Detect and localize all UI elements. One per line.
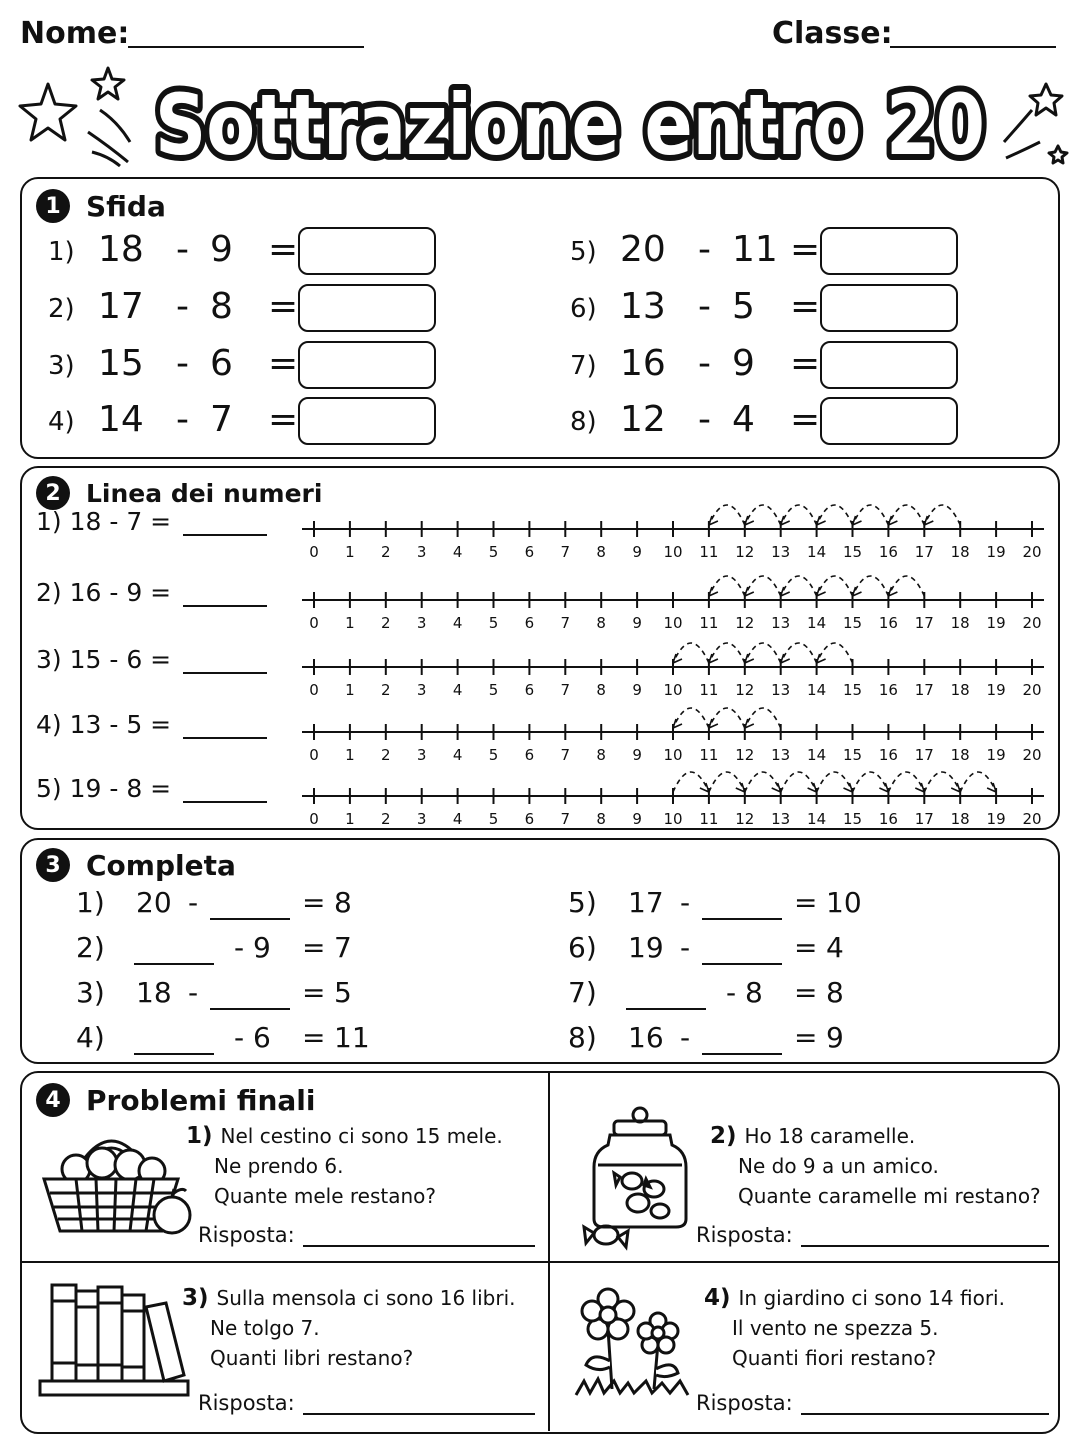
tick-label: 0 bbox=[309, 810, 319, 828]
answer-line[interactable] bbox=[801, 1391, 1049, 1415]
minus-sign: - bbox=[698, 286, 711, 327]
exercise-index: 8) bbox=[568, 1021, 597, 1054]
tick-label: 6 bbox=[524, 681, 535, 699]
tick-label: 11 bbox=[699, 543, 719, 561]
tick-label: 5 bbox=[488, 614, 499, 632]
apple-basket-icon bbox=[36, 1121, 196, 1241]
tick-label: 12 bbox=[735, 681, 755, 699]
tick-label: 7 bbox=[560, 681, 571, 699]
tick-label: 15 bbox=[842, 614, 863, 632]
classe-field[interactable] bbox=[890, 46, 1056, 48]
minus-sign: - bbox=[680, 1021, 691, 1054]
problem-index: 2) bbox=[710, 1123, 737, 1149]
tick-label: 6 bbox=[524, 614, 535, 632]
tick-label: 11 bbox=[699, 746, 719, 764]
minuend: 19 bbox=[628, 931, 664, 964]
answer-box[interactable] bbox=[298, 227, 436, 275]
problem-line bbox=[710, 1121, 1041, 1151]
tick-label: 9 bbox=[632, 543, 642, 561]
answer-box[interactable] bbox=[820, 227, 958, 275]
tick-label: 3 bbox=[416, 681, 427, 699]
minus-sign: - bbox=[188, 976, 199, 1009]
tick-label: 2 bbox=[381, 614, 391, 632]
tick-label: 2 bbox=[381, 681, 391, 699]
section-linea-dei-numeri bbox=[20, 466, 1060, 830]
equals-sign: = bbox=[268, 229, 299, 270]
section-title: Linea dei numeri bbox=[86, 478, 323, 508]
number-line bbox=[292, 479, 1052, 561]
candy-jar-icon bbox=[562, 1103, 702, 1253]
answer-box[interactable] bbox=[820, 341, 958, 389]
section-title: Problemi finali bbox=[86, 1083, 316, 1117]
tick-label: 16 bbox=[878, 810, 898, 828]
minus-sign: - bbox=[698, 229, 711, 270]
tick-label: 10 bbox=[663, 614, 683, 632]
tick-label: 7 bbox=[560, 614, 571, 632]
answer-row bbox=[696, 1223, 1049, 1247]
tick-label: 10 bbox=[663, 746, 683, 764]
problem-text bbox=[704, 1283, 1005, 1373]
section-number-badge: 2 bbox=[36, 476, 70, 510]
tick-label: 4 bbox=[452, 681, 463, 699]
tick-label: 4 bbox=[452, 614, 463, 632]
equals-sign: = bbox=[790, 229, 821, 270]
subtrahend-part: - 9 bbox=[234, 931, 271, 964]
problem-line: Ne tolgo 7. bbox=[210, 1316, 320, 1340]
tick-label: 16 bbox=[878, 681, 898, 699]
tick-label: 9 bbox=[632, 681, 642, 699]
exercise-index: 5) bbox=[570, 237, 597, 267]
exercise-index: 2) bbox=[76, 931, 105, 964]
question-text: 3) 15 - 6 = bbox=[36, 645, 172, 674]
section-title: Sfida bbox=[86, 189, 166, 223]
minuend: 13 bbox=[620, 286, 666, 327]
equals-sign: = bbox=[794, 976, 818, 1009]
tick-label: 13 bbox=[771, 746, 791, 764]
tick-label: 14 bbox=[807, 614, 827, 632]
numberline-question bbox=[36, 774, 267, 803]
number-line bbox=[292, 746, 1052, 828]
section-number-badge: 4 bbox=[36, 1083, 70, 1117]
equals-sign: = bbox=[302, 931, 326, 964]
tick-label: 5 bbox=[488, 543, 499, 561]
minuend: 16 bbox=[620, 343, 666, 384]
tick-label: 8 bbox=[596, 543, 606, 561]
tick-label: 6 bbox=[524, 543, 535, 561]
minuend: 14 bbox=[98, 399, 144, 440]
answer-blank[interactable] bbox=[134, 1027, 214, 1055]
problem-line bbox=[704, 1283, 1005, 1313]
exercise-index: 6) bbox=[570, 294, 597, 324]
answer-blank[interactable] bbox=[702, 1027, 782, 1055]
numberline-question bbox=[36, 507, 267, 536]
tick-label: 14 bbox=[807, 681, 827, 699]
tick-label: 5 bbox=[488, 681, 499, 699]
tick-label: 9 bbox=[632, 746, 642, 764]
answer-box[interactable] bbox=[298, 284, 436, 332]
star-decoration-left-icon bbox=[20, 68, 130, 166]
answer-label: Risposta: bbox=[696, 1223, 793, 1247]
section-problemi-finali bbox=[20, 1071, 1060, 1434]
title-banner bbox=[0, 62, 1086, 172]
tick-label: 13 bbox=[771, 681, 791, 699]
result: 11 bbox=[334, 1021, 370, 1054]
star-decoration-right-icon bbox=[1004, 84, 1067, 163]
tick-label: 0 bbox=[309, 746, 319, 764]
minus-sign: - bbox=[176, 399, 189, 440]
problem-line-text: Sulla mensola ci sono 16 libri. bbox=[216, 1286, 516, 1310]
answer-label: Risposta: bbox=[198, 1223, 295, 1247]
section-completa bbox=[20, 838, 1060, 1064]
minuend: 18 bbox=[136, 976, 172, 1009]
tick-label: 20 bbox=[1022, 681, 1042, 699]
tick-label: 12 bbox=[735, 543, 755, 561]
tick-label: 18 bbox=[950, 543, 970, 561]
tick-label: 17 bbox=[914, 614, 934, 632]
answer-blank[interactable] bbox=[702, 892, 782, 920]
problem-text bbox=[186, 1121, 503, 1211]
answer-blank[interactable] bbox=[183, 775, 267, 803]
tick-label: 5 bbox=[488, 810, 499, 828]
problem-line bbox=[182, 1283, 516, 1313]
minus-sign: - bbox=[188, 886, 199, 919]
result: 9 bbox=[826, 1021, 844, 1054]
problem-text bbox=[182, 1283, 516, 1373]
equals-sign: = bbox=[302, 1021, 326, 1054]
tick-label: 1 bbox=[345, 746, 355, 764]
tick-label: 15 bbox=[842, 810, 863, 828]
section-title: Completa bbox=[86, 848, 236, 882]
exercise-index: 8) bbox=[570, 407, 597, 437]
subtrahend: 9 bbox=[210, 229, 233, 270]
equals-sign: = bbox=[794, 1021, 818, 1054]
answer-box[interactable] bbox=[820, 284, 958, 332]
subtrahend-part: - 6 bbox=[234, 1021, 271, 1054]
minuend: 20 bbox=[136, 886, 172, 919]
answer-row bbox=[198, 1391, 535, 1415]
problem-line: Ne prendo 6. bbox=[214, 1154, 344, 1178]
tick-label: 8 bbox=[596, 614, 606, 632]
tick-label: 18 bbox=[950, 681, 970, 699]
tick-label: 13 bbox=[771, 810, 791, 828]
subtrahend: 8 bbox=[210, 286, 233, 327]
tick-label: 2 bbox=[381, 746, 391, 764]
complete-row bbox=[76, 886, 536, 922]
tick-label: 10 bbox=[663, 543, 683, 561]
tick-label: 19 bbox=[986, 746, 1006, 764]
tick-label: 13 bbox=[771, 543, 791, 561]
result: 10 bbox=[826, 886, 862, 919]
tick-label: 19 bbox=[986, 614, 1006, 632]
answer-line[interactable] bbox=[801, 1223, 1049, 1247]
problem-line: Quanti libri restano? bbox=[210, 1346, 414, 1370]
section-sfida bbox=[20, 177, 1060, 459]
tick-label: 7 bbox=[560, 543, 571, 561]
problem-line: Quante mele restano? bbox=[214, 1184, 436, 1208]
numberline-question bbox=[36, 710, 267, 739]
answer-blank[interactable] bbox=[183, 711, 267, 739]
tick-label: 1 bbox=[345, 810, 355, 828]
nome-field[interactable] bbox=[128, 46, 364, 48]
answer-box[interactable] bbox=[298, 341, 436, 389]
tick-label: 14 bbox=[807, 746, 827, 764]
minuend: 15 bbox=[98, 343, 144, 384]
result: 8 bbox=[334, 886, 352, 919]
nome-label: Nome: bbox=[20, 16, 130, 51]
tick-label: 8 bbox=[596, 746, 606, 764]
tick-label: 20 bbox=[1022, 614, 1042, 632]
tick-label: 15 bbox=[842, 681, 863, 699]
answer-row bbox=[696, 1391, 1049, 1415]
problem-index: 4) bbox=[704, 1285, 731, 1311]
tick-label: 9 bbox=[632, 810, 642, 828]
tick-label: 13 bbox=[771, 614, 791, 632]
number-line bbox=[292, 682, 1052, 764]
exercise-index: 4) bbox=[48, 407, 75, 437]
subtrahend-part: - 8 bbox=[726, 976, 763, 1009]
tick-label: 16 bbox=[878, 746, 898, 764]
exercise-index: 6) bbox=[568, 931, 597, 964]
answer-row bbox=[198, 1223, 535, 1247]
tick-label: 17 bbox=[914, 681, 934, 699]
tick-label: 7 bbox=[560, 746, 571, 764]
tick-label: 2 bbox=[381, 543, 391, 561]
subtrahend: 11 bbox=[732, 229, 778, 270]
problem-line-text: In giardino ci sono 14 fiori. bbox=[738, 1286, 1005, 1310]
subtrahend: 5 bbox=[732, 286, 755, 327]
tick-label: 6 bbox=[524, 746, 535, 764]
tick-label: 3 bbox=[416, 614, 427, 632]
tick-label: 7 bbox=[560, 810, 571, 828]
equals-sign: = bbox=[790, 286, 821, 327]
tick-label: 4 bbox=[452, 543, 463, 561]
complete-row bbox=[568, 976, 1028, 1012]
tick-label: 15 bbox=[842, 746, 863, 764]
exercise-index: 2) bbox=[48, 294, 75, 324]
tick-label: 1 bbox=[345, 681, 355, 699]
equals-sign: = bbox=[790, 399, 821, 440]
answer-line[interactable] bbox=[303, 1223, 535, 1247]
problem-line: Il vento ne spezza 5. bbox=[732, 1316, 939, 1340]
tick-label: 20 bbox=[1022, 810, 1042, 828]
tick-label: 12 bbox=[735, 810, 755, 828]
answer-label: Risposta: bbox=[696, 1391, 793, 1415]
equals-sign: = bbox=[794, 931, 818, 964]
classe-label: Classe: bbox=[772, 16, 893, 51]
exercise-index: 1) bbox=[48, 237, 75, 267]
tick-label: 12 bbox=[735, 614, 755, 632]
answer-blank[interactable] bbox=[183, 646, 267, 674]
flowers-icon bbox=[562, 1281, 702, 1401]
section-number-badge: 3 bbox=[36, 848, 70, 882]
tick-label: 10 bbox=[663, 810, 683, 828]
number-line bbox=[292, 550, 1052, 632]
tick-label: 19 bbox=[986, 810, 1006, 828]
tick-label: 2 bbox=[381, 810, 391, 828]
exercise-index: 4) bbox=[76, 1021, 105, 1054]
answer-box[interactable] bbox=[820, 397, 958, 445]
complete-row bbox=[568, 931, 1028, 967]
minus-sign: - bbox=[698, 343, 711, 384]
tick-label: 0 bbox=[309, 543, 319, 561]
exercise-index: 3) bbox=[48, 351, 75, 381]
problem-line bbox=[186, 1121, 503, 1151]
minuend: 20 bbox=[620, 229, 666, 270]
minus-sign: - bbox=[680, 931, 691, 964]
answer-blank[interactable] bbox=[183, 579, 267, 607]
subtrahend: 7 bbox=[210, 399, 233, 440]
section-number-badge: 1 bbox=[36, 189, 70, 223]
question-text: 1) 18 - 7 = bbox=[36, 507, 172, 536]
numberline-question bbox=[36, 578, 267, 607]
tick-label: 19 bbox=[986, 543, 1006, 561]
books-icon bbox=[36, 1273, 196, 1403]
question-text: 5) 19 - 8 = bbox=[36, 774, 172, 803]
tick-label: 0 bbox=[309, 681, 319, 699]
tick-label: 16 bbox=[878, 614, 898, 632]
subtrahend: 9 bbox=[732, 343, 755, 384]
result: 4 bbox=[826, 931, 844, 964]
answer-line[interactable] bbox=[303, 1391, 535, 1415]
problem-index: 1) bbox=[186, 1123, 213, 1149]
tick-label: 11 bbox=[699, 614, 719, 632]
tick-label: 8 bbox=[596, 810, 606, 828]
problem-index: 3) bbox=[182, 1285, 209, 1311]
minuend: 17 bbox=[628, 886, 664, 919]
tick-label: 18 bbox=[950, 810, 970, 828]
tick-label: 3 bbox=[416, 543, 427, 561]
problem-line-text: Ho 18 caramelle. bbox=[744, 1124, 916, 1148]
complete-row bbox=[76, 1021, 536, 1057]
equals-sign: = bbox=[268, 343, 299, 384]
tick-label: 18 bbox=[950, 746, 970, 764]
tick-label: 11 bbox=[699, 810, 719, 828]
complete-row bbox=[76, 931, 536, 967]
result: 5 bbox=[334, 976, 352, 1009]
exercise-index: 7) bbox=[568, 976, 597, 1009]
tick-label: 20 bbox=[1022, 746, 1042, 764]
problem-text bbox=[710, 1121, 1041, 1211]
complete-row bbox=[568, 1021, 1028, 1057]
tick-label: 3 bbox=[416, 810, 427, 828]
question-text: 2) 16 - 9 = bbox=[36, 578, 172, 607]
equals-sign: = bbox=[268, 286, 299, 327]
answer-blank[interactable] bbox=[626, 982, 706, 1010]
equals-sign: = bbox=[268, 399, 299, 440]
equals-sign: = bbox=[302, 976, 326, 1009]
tick-label: 4 bbox=[452, 810, 463, 828]
tick-label: 10 bbox=[663, 681, 683, 699]
subtrahend: 6 bbox=[210, 343, 233, 384]
tick-label: 15 bbox=[842, 543, 863, 561]
tick-label: 4 bbox=[452, 746, 463, 764]
subtrahend: 4 bbox=[732, 399, 755, 440]
tick-label: 17 bbox=[914, 810, 934, 828]
answer-blank[interactable] bbox=[210, 982, 290, 1010]
answer-label: Risposta: bbox=[198, 1391, 295, 1415]
numberline-question bbox=[36, 645, 267, 674]
equals-sign: = bbox=[302, 886, 326, 919]
tick-label: 6 bbox=[524, 810, 535, 828]
exercise-index: 1) bbox=[76, 886, 105, 919]
minus-sign: - bbox=[698, 399, 711, 440]
problem-line: Ne do 9 a un amico. bbox=[738, 1154, 939, 1178]
equals-sign: = bbox=[794, 886, 818, 919]
exercise-index: 5) bbox=[568, 886, 597, 919]
complete-row bbox=[568, 886, 1028, 922]
page-title: Sottrazione entro 20 bbox=[155, 76, 985, 172]
minus-sign: - bbox=[680, 886, 691, 919]
result: 8 bbox=[826, 976, 844, 1009]
question-text: 4) 13 - 5 = bbox=[36, 710, 172, 739]
problem-line: Quante caramelle mi restano? bbox=[738, 1184, 1041, 1208]
minuend: 18 bbox=[98, 229, 144, 270]
tick-label: 0 bbox=[309, 614, 319, 632]
tick-label: 5 bbox=[488, 746, 499, 764]
tick-label: 17 bbox=[914, 543, 934, 561]
minuend: 17 bbox=[98, 286, 144, 327]
tick-label: 14 bbox=[807, 543, 827, 561]
minus-sign: - bbox=[176, 343, 189, 384]
vertical-divider bbox=[548, 1073, 550, 1431]
tick-label: 20 bbox=[1022, 543, 1042, 561]
exercise-index: 7) bbox=[570, 351, 597, 381]
tick-label: 1 bbox=[345, 543, 355, 561]
tick-label: 12 bbox=[735, 746, 755, 764]
tick-label: 16 bbox=[878, 543, 898, 561]
tick-label: 1 bbox=[345, 614, 355, 632]
tick-label: 14 bbox=[807, 810, 827, 828]
answer-blank[interactable] bbox=[183, 508, 267, 536]
equals-sign: = bbox=[790, 343, 821, 384]
tick-label: 8 bbox=[596, 681, 606, 699]
tick-label: 17 bbox=[914, 746, 934, 764]
answer-blank[interactable] bbox=[210, 892, 290, 920]
answer-box[interactable] bbox=[298, 397, 436, 445]
result: 7 bbox=[334, 931, 352, 964]
problem-line-text: Nel cestino ci sono 15 mele. bbox=[220, 1124, 503, 1148]
minus-sign: - bbox=[176, 229, 189, 270]
minuend: 16 bbox=[628, 1021, 664, 1054]
minus-sign: - bbox=[176, 286, 189, 327]
tick-label: 18 bbox=[950, 614, 970, 632]
problem-line: Quanti fiori restano? bbox=[732, 1346, 937, 1370]
tick-label: 3 bbox=[416, 746, 427, 764]
tick-label: 11 bbox=[699, 681, 719, 699]
horizontal-divider bbox=[22, 1261, 1058, 1263]
number-line bbox=[292, 617, 1052, 699]
exercise-index: 3) bbox=[76, 976, 105, 1009]
minuend: 12 bbox=[620, 399, 666, 440]
complete-row bbox=[76, 976, 536, 1012]
tick-label: 9 bbox=[632, 614, 642, 632]
answer-blank[interactable] bbox=[134, 937, 214, 965]
tick-label: 19 bbox=[986, 681, 1006, 699]
answer-blank[interactable] bbox=[702, 937, 782, 965]
